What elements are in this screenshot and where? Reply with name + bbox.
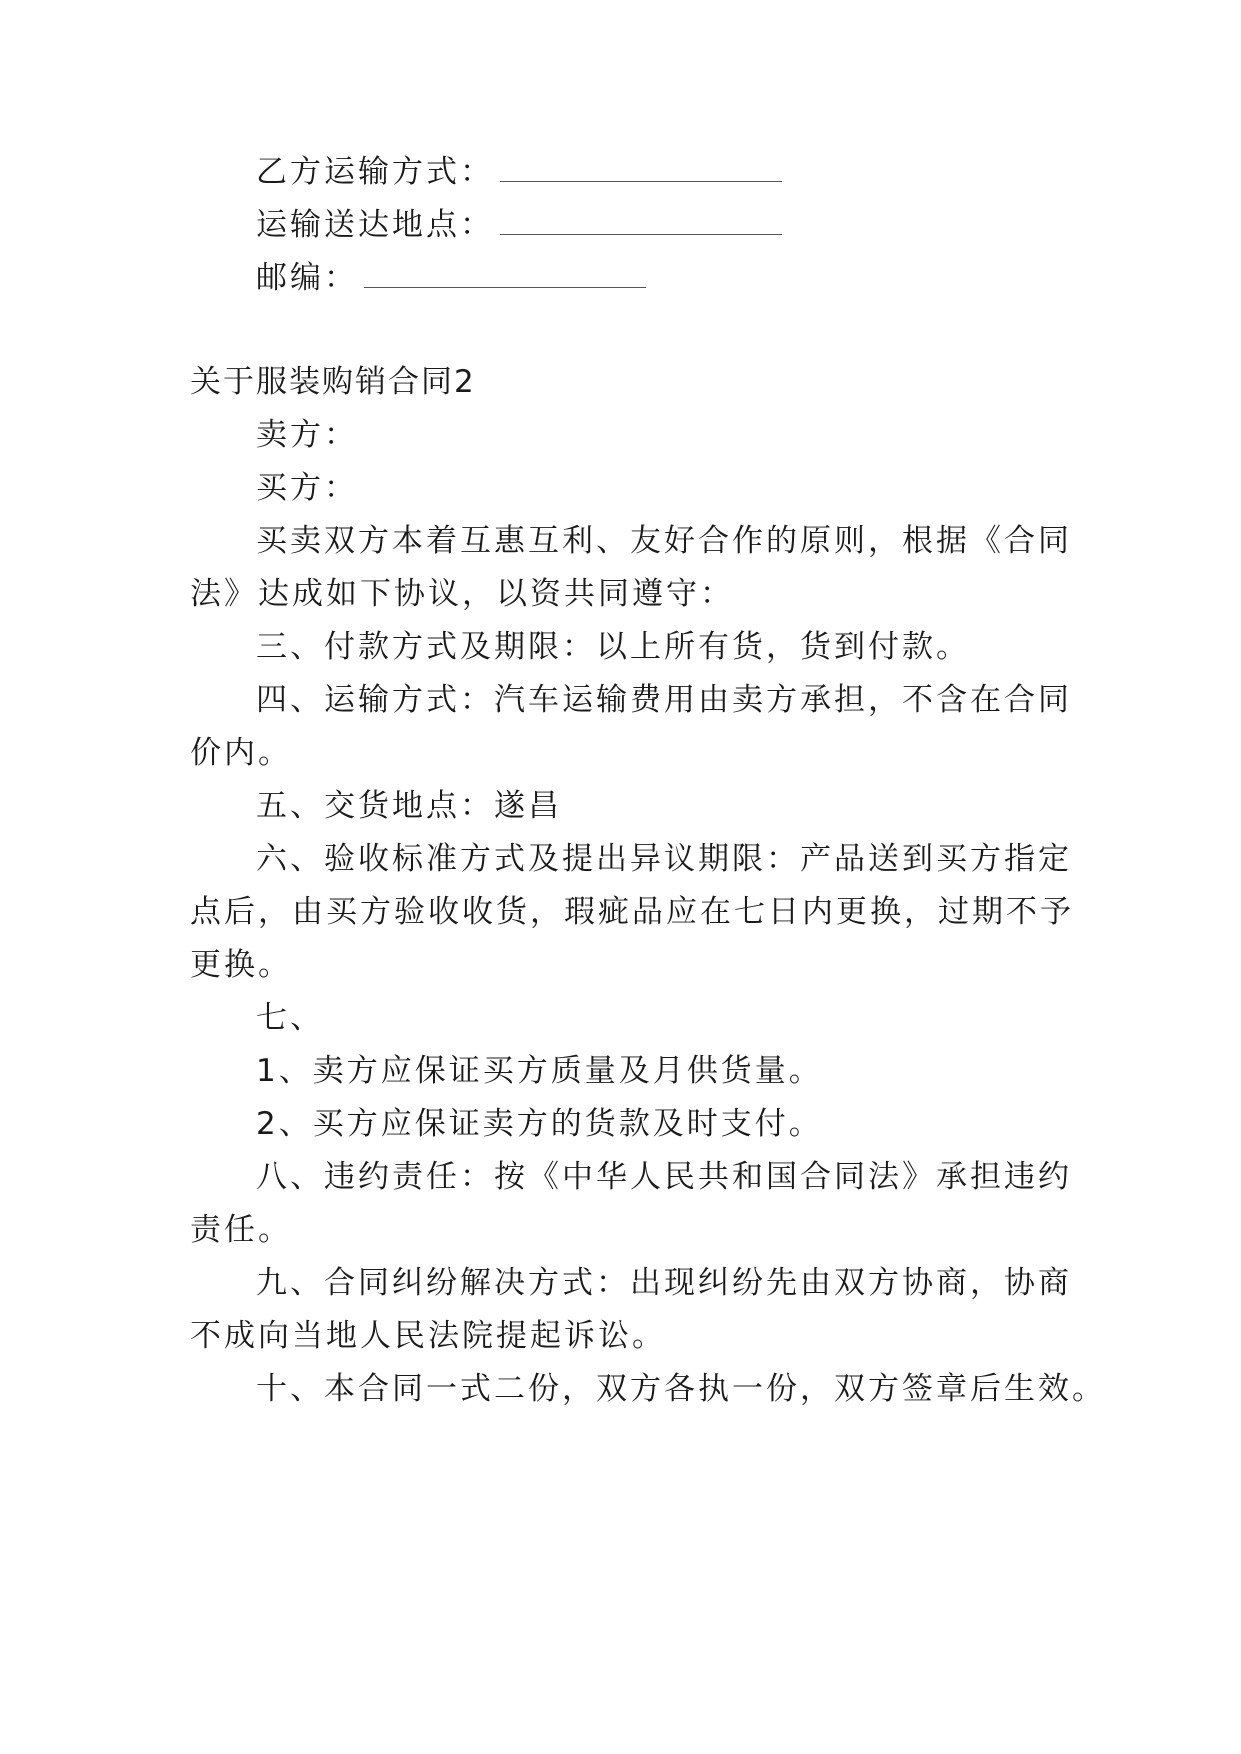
clause-9-line-2: 不成向当地人民法院提起诉讼。 xyxy=(190,1318,666,1354)
transport-method-blank xyxy=(500,159,782,182)
intro-line-2: 法》达成如下协议，以资共同遵守： xyxy=(190,576,734,612)
clause-6-line-3: 更换。 xyxy=(190,947,292,983)
clause-7-item-2: 2、买方应保证卖方的货款及时支付。 xyxy=(256,1106,823,1142)
clause-4-line-1: 四、运输方式：汽车运输费用由卖方承担，不含在合同 xyxy=(256,682,1072,718)
clause-10: 十、本合同一式二份，双方各执一份，双方签章后生效。 xyxy=(256,1371,1106,1407)
transport-method-line xyxy=(256,152,1116,192)
clause-5: 五、交货地点：遂昌 xyxy=(256,788,562,824)
transport-destination-line xyxy=(256,205,1116,245)
clause-7-item-1: 1、卖方应保证买方质量及月供货量。 xyxy=(256,1053,823,1089)
clause-7-heading: 七、 xyxy=(256,1000,324,1036)
transport-method-label: 乙方运输方式： xyxy=(256,154,494,190)
transport-destination-blank xyxy=(500,212,782,235)
clause-8-line-1: 八、违约责任：按《中华人民共和国合同法》承担违约 xyxy=(256,1159,1072,1195)
intro-line-1: 买卖双方本着互惠互利、友好合作的原则，根据《合同 xyxy=(256,523,1072,559)
clause-6-line-2: 点后，由买方验收收货，瑕疵品应在七日内更换，过期不予 xyxy=(190,894,1074,930)
postcode-blank xyxy=(364,265,646,288)
postcode-label: 邮编： xyxy=(256,260,358,296)
buyer-label: 买方： xyxy=(256,470,358,506)
clause-3: 三、付款方式及期限：以上所有货，货到付款。 xyxy=(256,629,970,665)
clause-6-line-1: 六、验收标准方式及提出异议期限：产品送到买方指定 xyxy=(256,841,1072,877)
clause-9-line-1: 九、合同纠纷解决方式：出现纠纷先由双方协商，协商 xyxy=(256,1265,1072,1301)
clause-8-line-2: 责任。 xyxy=(190,1212,292,1248)
clause-4-line-2: 价内。 xyxy=(190,735,292,771)
seller-label: 卖方： xyxy=(256,417,358,453)
transport-destination-label: 运输送达地点： xyxy=(256,207,494,243)
contract-title: 关于服装购销合同2 xyxy=(190,364,476,400)
postcode-line xyxy=(256,258,1116,298)
